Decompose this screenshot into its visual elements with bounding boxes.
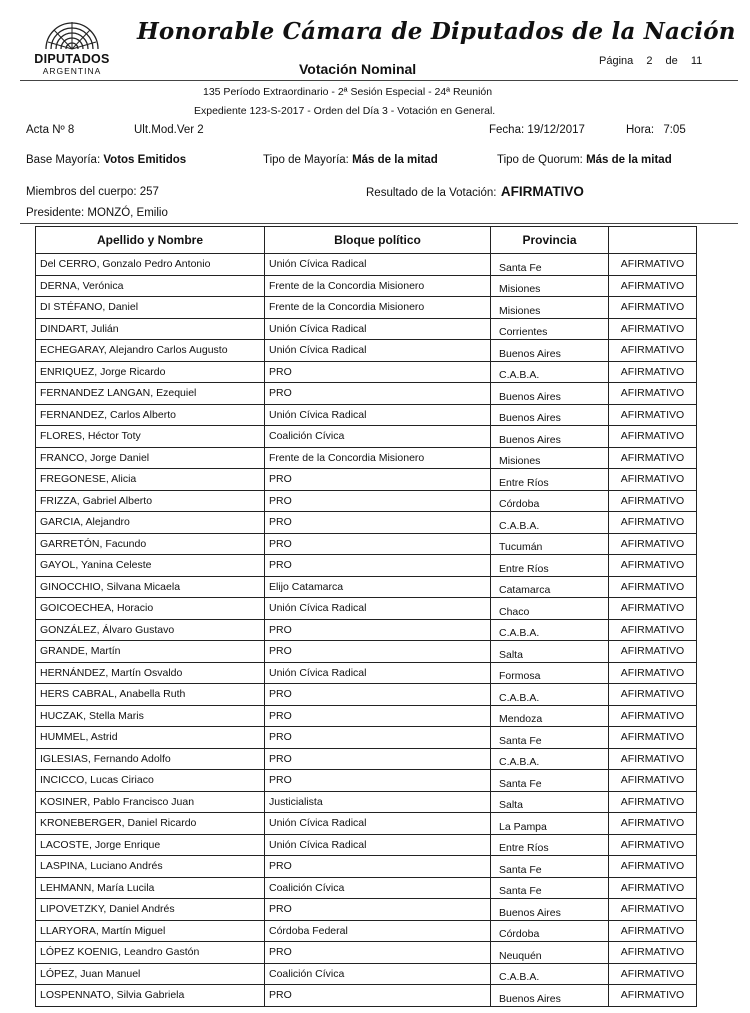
- table-row: [36, 619, 697, 641]
- cell-nombre: FLORES, Héctor Toty: [36, 426, 265, 448]
- cell-bloque: Unión Cívica Radical: [265, 254, 491, 276]
- cell-bloque: PRO: [265, 383, 491, 405]
- cell-provincia: Misiones: [491, 275, 609, 297]
- cell-bloque: PRO: [265, 469, 491, 491]
- table-row: [36, 684, 697, 706]
- table-row: [36, 985, 697, 1007]
- cell-provincia: Corrientes: [491, 318, 609, 340]
- cell-provincia: C.A.B.A.: [491, 619, 609, 641]
- cell-provincia: Buenos Aires: [491, 383, 609, 405]
- cell-bloque: Coalición Cívica: [265, 877, 491, 899]
- cell-bloque: PRO: [265, 512, 491, 534]
- cell-voto: AFIRMATIVO: [609, 985, 697, 1007]
- cell-voto: AFIRMATIVO: [609, 727, 697, 749]
- table-row: [36, 533, 697, 555]
- cell-nombre: FERNANDEZ, Carlos Alberto: [36, 404, 265, 426]
- table-row: [36, 641, 697, 663]
- table-row: [36, 404, 697, 426]
- cell-provincia: Buenos Aires: [491, 340, 609, 362]
- base-label: Base Mayoría:: [26, 154, 101, 166]
- page-title: Votación Nominal: [299, 61, 417, 77]
- table-row: [36, 942, 697, 964]
- cell-nombre: HERNÁNDEZ, Martín Osvaldo: [36, 662, 265, 684]
- cell-voto: AFIRMATIVO: [609, 275, 697, 297]
- cell-bloque: PRO: [265, 942, 491, 964]
- cell-nombre: IGLESIAS, Fernando Adolfo: [36, 748, 265, 770]
- cell-bloque: Córdoba Federal: [265, 920, 491, 942]
- cell-voto: AFIRMATIVO: [609, 856, 697, 878]
- page-indicator: [599, 55, 702, 67]
- table-row: [36, 555, 697, 577]
- page-label: Página: [599, 55, 634, 67]
- cell-provincia: Santa Fe: [491, 254, 609, 276]
- cell-provincia: Neuquén: [491, 942, 609, 964]
- table-row: [36, 426, 697, 448]
- cell-nombre: KRONEBERGER, Daniel Ricardo: [36, 813, 265, 835]
- fecha-label: Fecha:: [489, 124, 525, 136]
- col-header-voto: [609, 227, 697, 254]
- quorum-label: Tipo de Quorum:: [497, 154, 583, 166]
- cell-voto: AFIRMATIVO: [609, 813, 697, 835]
- cell-nombre: LOSPENNATO, Silvia Gabriela: [36, 985, 265, 1007]
- base-value: Votos Emitidos: [103, 154, 187, 166]
- cell-provincia: Misiones: [491, 447, 609, 469]
- cell-nombre: GARCIA, Alejandro: [36, 512, 265, 534]
- cell-provincia: Entre Ríos: [491, 469, 609, 491]
- cell-nombre: LASPINA, Luciano Andrés: [36, 856, 265, 878]
- table-row: [36, 748, 697, 770]
- cell-bloque: Elijo Catamarca: [265, 576, 491, 598]
- cell-bloque: PRO: [265, 899, 491, 921]
- cell-voto: AFIRMATIVO: [609, 705, 697, 727]
- cell-provincia: Catamarca: [491, 576, 609, 598]
- cell-bloque: Unión Cívica Radical: [265, 834, 491, 856]
- table-row: [36, 576, 697, 598]
- cell-bloque: PRO: [265, 684, 491, 706]
- presidente: Presidente: MONZÓ, Emilio: [26, 207, 168, 219]
- tipo-quorum: [497, 154, 672, 166]
- cell-voto: AFIRMATIVO: [609, 555, 697, 577]
- cell-bloque: PRO: [265, 641, 491, 663]
- cell-bloque: Unión Cívica Radical: [265, 404, 491, 426]
- table-row: [36, 361, 697, 383]
- cell-nombre: FRIZZA, Gabriel Alberto: [36, 490, 265, 512]
- cell-bloque: PRO: [265, 985, 491, 1007]
- hora-field: [626, 124, 686, 136]
- table-header-row: [36, 227, 697, 254]
- table-row: [36, 770, 697, 792]
- cell-nombre: LEHMANN, María Lucila: [36, 877, 265, 899]
- cell-provincia: Buenos Aires: [491, 899, 609, 921]
- cell-provincia: C.A.B.A.: [491, 684, 609, 706]
- logo-arc-icon: [40, 16, 104, 50]
- cell-bloque: Coalición Cívica: [265, 426, 491, 448]
- table-row: [36, 877, 697, 899]
- cell-nombre: LÓPEZ KOENIG, Leandro Gastón: [36, 942, 265, 964]
- cell-voto: AFIRMATIVO: [609, 641, 697, 663]
- cell-provincia: C.A.B.A.: [491, 748, 609, 770]
- cell-nombre: DI STÉFANO, Daniel: [36, 297, 265, 319]
- cell-nombre: GARRETÓN, Facundo: [36, 533, 265, 555]
- cell-voto: AFIRMATIVO: [609, 791, 697, 813]
- miembros-cuerpo: Miembros del cuerpo: 257: [26, 186, 159, 198]
- cell-voto: AFIRMATIVO: [609, 748, 697, 770]
- cell-provincia: C.A.B.A.: [491, 512, 609, 534]
- cell-voto: AFIRMATIVO: [609, 490, 697, 512]
- cell-nombre: DINDART, Julián: [36, 318, 265, 340]
- cell-provincia: La Pampa: [491, 813, 609, 835]
- cell-provincia: Santa Fe: [491, 856, 609, 878]
- cell-voto: AFIRMATIVO: [609, 254, 697, 276]
- tipo-mayoria-label: Tipo de Mayoría:: [263, 154, 349, 166]
- logo-line2: ARGENTINA: [42, 66, 102, 76]
- expediente-subtitle: Expediente 123-S-2017 - Orden del Día 3 - Votación en General.: [194, 105, 496, 117]
- cell-bloque: PRO: [265, 748, 491, 770]
- cell-voto: AFIRMATIVO: [609, 619, 697, 641]
- cell-nombre: LIPOVETZKY, Daniel Andrés: [36, 899, 265, 921]
- cell-provincia: Salta: [491, 791, 609, 813]
- cell-nombre: DERNA, Verónica: [36, 275, 265, 297]
- cell-provincia: Salta: [491, 641, 609, 663]
- page-current: 2: [646, 55, 653, 67]
- cell-voto: AFIRMATIVO: [609, 684, 697, 706]
- cell-nombre: LLARYORA, Martín Miguel: [36, 920, 265, 942]
- votes-table: [35, 226, 697, 1007]
- table-row: [36, 899, 697, 921]
- cell-provincia: C.A.B.A.: [491, 361, 609, 383]
- acta-number: [26, 124, 74, 136]
- cell-voto: AFIRMATIVO: [609, 512, 697, 534]
- table-row: [36, 275, 697, 297]
- cell-bloque: Unión Cívica Radical: [265, 318, 491, 340]
- cell-nombre: GONZÁLEZ, Álvaro Gustavo: [36, 619, 265, 641]
- cell-bloque: PRO: [265, 533, 491, 555]
- cell-provincia: Formosa: [491, 662, 609, 684]
- col-header-nombre: Apellido y Nombre: [36, 227, 265, 254]
- cell-bloque: PRO: [265, 490, 491, 512]
- cell-nombre: INCICCO, Lucas Ciriaco: [36, 770, 265, 792]
- cell-provincia: Buenos Aires: [491, 404, 609, 426]
- cell-voto: AFIRMATIVO: [609, 920, 697, 942]
- table-row: [36, 920, 697, 942]
- cell-provincia: Tucumán: [491, 533, 609, 555]
- quorum-value: Más de la mitad: [586, 154, 672, 166]
- cell-nombre: FREGONESE, Alicia: [36, 469, 265, 491]
- table-row: [36, 447, 697, 469]
- cell-provincia: Santa Fe: [491, 770, 609, 792]
- version-label: Ult.Mod.Ver 2: [134, 124, 204, 136]
- cell-nombre: KOSINER, Pablo Francisco Juan: [36, 791, 265, 813]
- cell-provincia: Córdoba: [491, 920, 609, 942]
- cell-nombre: GAYOL, Yanina Celeste: [36, 555, 265, 577]
- cell-voto: AFIRMATIVO: [609, 297, 697, 319]
- cell-voto: AFIRMATIVO: [609, 942, 697, 964]
- cell-bloque: PRO: [265, 555, 491, 577]
- cell-nombre: LACOSTE, Jorge Enrique: [36, 834, 265, 856]
- table-row: [36, 297, 697, 319]
- cell-voto: AFIRMATIVO: [609, 963, 697, 985]
- cell-bloque: Unión Cívica Radical: [265, 598, 491, 620]
- table-row: [36, 834, 697, 856]
- header-divider: [20, 80, 738, 81]
- tipo-mayoria-value: Más de la mitad: [352, 154, 438, 166]
- cell-provincia: Córdoba: [491, 490, 609, 512]
- cell-bloque: Coalición Cívica: [265, 963, 491, 985]
- table-row: [36, 705, 697, 727]
- fecha-field: [489, 124, 585, 136]
- fecha-value: 19/12/2017: [527, 124, 585, 136]
- table-row: [36, 813, 697, 835]
- cell-nombre: HUCZAK, Stella Maris: [36, 705, 265, 727]
- cell-provincia: Entre Ríos: [491, 834, 609, 856]
- table-row: [36, 490, 697, 512]
- cell-voto: AFIRMATIVO: [609, 404, 697, 426]
- table-row: [36, 598, 697, 620]
- table-row: [36, 383, 697, 405]
- cell-provincia: Santa Fe: [491, 727, 609, 749]
- base-mayoria: [26, 154, 186, 166]
- acta-value: 8: [67, 124, 75, 136]
- resultado-label: Resultado de la Votación:: [366, 187, 497, 199]
- page-of: de: [665, 55, 678, 67]
- table-row: [36, 340, 697, 362]
- cell-voto: AFIRMATIVO: [609, 877, 697, 899]
- cell-voto: AFIRMATIVO: [609, 598, 697, 620]
- cell-bloque: PRO: [265, 856, 491, 878]
- table-row: [36, 662, 697, 684]
- cell-voto: AFIRMATIVO: [609, 576, 697, 598]
- cell-bloque: Frente de la Concordia Misionero: [265, 297, 491, 319]
- cell-voto: AFIRMATIVO: [609, 383, 697, 405]
- cell-nombre: ECHEGARAY, Alejandro Carlos Augusto: [36, 340, 265, 362]
- cell-bloque: Frente de la Concordia Misionero: [265, 447, 491, 469]
- cell-voto: AFIRMATIVO: [609, 834, 697, 856]
- cell-provincia: Chaco: [491, 598, 609, 620]
- meta-divider: [20, 223, 738, 224]
- cell-bloque: PRO: [265, 727, 491, 749]
- cell-voto: AFIRMATIVO: [609, 899, 697, 921]
- acta-label: Acta Nº: [26, 124, 65, 136]
- table-row: [36, 791, 697, 813]
- table-row: [36, 727, 697, 749]
- table-row: [36, 318, 697, 340]
- col-header-provincia: Provincia: [491, 227, 609, 254]
- cell-voto: AFIRMATIVO: [609, 662, 697, 684]
- cell-provincia: Entre Ríos: [491, 555, 609, 577]
- table-row: [36, 254, 697, 276]
- cell-provincia: Buenos Aires: [491, 426, 609, 448]
- diputados-logo: [22, 16, 122, 78]
- session-subtitle: 135 Período Extraordinario - 2ª Sesión Especial - 24ª Reunión: [203, 86, 493, 98]
- page-total: 11: [690, 55, 703, 67]
- cell-bloque: PRO: [265, 619, 491, 641]
- logo-line1: DIPUTADOS: [34, 52, 110, 66]
- tipo-mayoria: [263, 154, 438, 166]
- resultado-votacion: [366, 183, 584, 201]
- cell-bloque: Unión Cívica Radical: [265, 813, 491, 835]
- cell-nombre: LÓPEZ, Juan Manuel: [36, 963, 265, 985]
- cell-nombre: HERS CABRAL, Anabella Ruth: [36, 684, 265, 706]
- cell-nombre: HUMMEL, Astrid: [36, 727, 265, 749]
- table-row: [36, 963, 697, 985]
- cell-bloque: PRO: [265, 770, 491, 792]
- hora-label: Hora:: [626, 124, 655, 136]
- col-header-bloque: Bloque político: [265, 227, 491, 254]
- resultado-value: AFIRMATIVO: [500, 184, 584, 199]
- cell-voto: AFIRMATIVO: [609, 770, 697, 792]
- cell-bloque: PRO: [265, 705, 491, 727]
- table-row: [36, 469, 697, 491]
- cell-bloque: Unión Cívica Radical: [265, 340, 491, 362]
- cell-provincia: Santa Fe: [491, 877, 609, 899]
- hora-value: 7:05: [663, 124, 686, 136]
- cell-voto: AFIRMATIVO: [609, 447, 697, 469]
- cell-provincia: C.A.B.A.: [491, 963, 609, 985]
- cell-provincia: Buenos Aires: [491, 985, 609, 1007]
- cell-voto: AFIRMATIVO: [609, 340, 697, 362]
- chamber-name: Honorable Cámara de Diputados de la Nación: [137, 18, 736, 45]
- cell-nombre: ENRIQUEZ, Jorge Ricardo: [36, 361, 265, 383]
- cell-nombre: GINOCCHIO, Silvana Micaela: [36, 576, 265, 598]
- cell-voto: AFIRMATIVO: [609, 426, 697, 448]
- cell-nombre: GOICOECHEA, Horacio: [36, 598, 265, 620]
- table-body: [36, 254, 697, 1007]
- cell-bloque: Unión Cívica Radical: [265, 662, 491, 684]
- cell-bloque: PRO: [265, 361, 491, 383]
- cell-bloque: Frente de la Concordia Misionero: [265, 275, 491, 297]
- cell-nombre: GRANDE, Martín: [36, 641, 265, 663]
- cell-voto: AFIRMATIVO: [609, 469, 697, 491]
- cell-nombre: FERNANDEZ LANGAN, Ezequiel: [36, 383, 265, 405]
- cell-voto: AFIRMATIVO: [609, 533, 697, 555]
- cell-provincia: Misiones: [491, 297, 609, 319]
- cell-nombre: FRANCO, Jorge Daniel: [36, 447, 265, 469]
- cell-bloque: Justicialista: [265, 791, 491, 813]
- cell-voto: AFIRMATIVO: [609, 318, 697, 340]
- cell-nombre: Del CERRO, Gonzalo Pedro Antonio: [36, 254, 265, 276]
- table-row: [36, 512, 697, 534]
- table-row: [36, 856, 697, 878]
- cell-provincia: Mendoza: [491, 705, 609, 727]
- cell-voto: AFIRMATIVO: [609, 361, 697, 383]
